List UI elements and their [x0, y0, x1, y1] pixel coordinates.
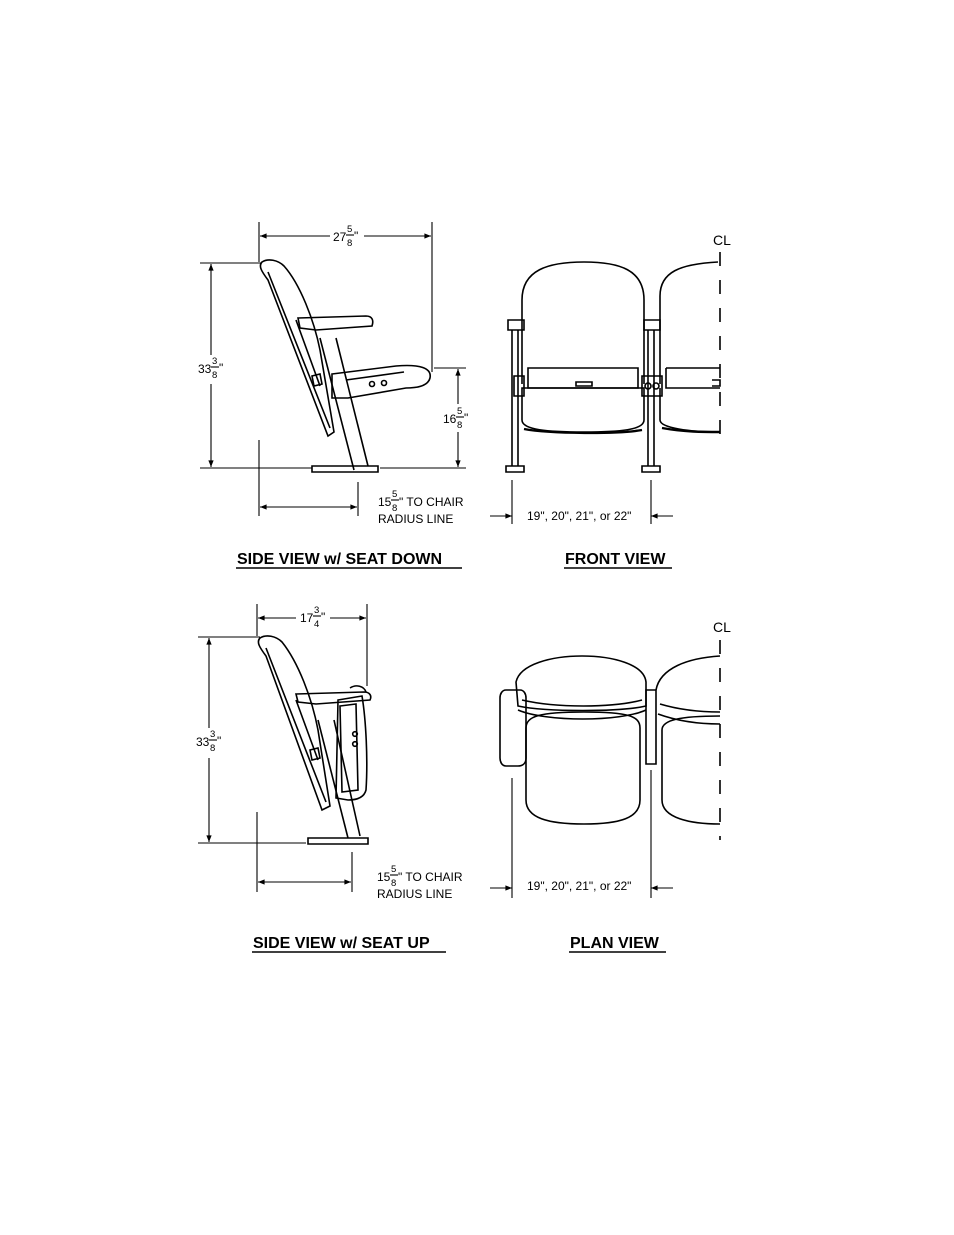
radius-label-line1: " TO CHAIR	[398, 870, 463, 884]
svg-text:": "	[217, 734, 222, 748]
side-view-seat-down	[198, 222, 468, 568]
view-title: FRONT VIEW	[565, 551, 666, 568]
svg-text:": "	[219, 361, 224, 375]
height-denominator: 8	[210, 743, 216, 754]
depth-denominator: 8	[347, 238, 353, 249]
radius-denominator: 8	[392, 503, 398, 514]
height-whole: 33	[196, 735, 210, 749]
chair-plan-drawing	[500, 656, 720, 824]
radius-label-line2: RADIUS LINE	[378, 512, 454, 526]
seat-height-whole: 16	[443, 412, 457, 426]
width-label: 19", 20", 21", or 22"	[527, 509, 632, 523]
height-numerator: 3	[212, 356, 218, 367]
radius-label-line1: " TO CHAIR	[399, 495, 464, 509]
depth-denominator: 4	[314, 619, 320, 630]
width-label: 19", 20", 21", or 22"	[527, 879, 632, 893]
chair-front-drawing	[506, 262, 720, 472]
radius-denominator: 8	[391, 878, 397, 889]
svg-text:": "	[321, 610, 326, 624]
centerline-symbol: CL	[713, 232, 731, 248]
radius-whole: 15	[378, 495, 392, 509]
seat-height-denominator: 8	[457, 420, 463, 431]
height-numerator: 3	[210, 729, 216, 740]
radius-numerator: 5	[392, 489, 398, 500]
radius-whole: 15	[377, 870, 391, 884]
chair-side-seat-up-drawing	[258, 636, 370, 844]
view-title: SIDE VIEW w/ SEAT DOWN	[237, 551, 443, 568]
view-title: SIDE VIEW w/ SEAT UP	[253, 935, 430, 952]
height-denominator: 8	[212, 370, 218, 381]
view-title: PLAN VIEW	[570, 935, 659, 952]
depth-numerator: 3	[314, 605, 320, 616]
depth-whole: 27	[333, 230, 347, 244]
radius-label-line2: RADIUS LINE	[377, 887, 453, 901]
seat-height-numerator: 5	[457, 406, 463, 417]
svg-text:": "	[354, 229, 359, 243]
side-view-seat-up	[196, 604, 463, 952]
radius-numerator: 5	[391, 864, 397, 875]
depth-numerator: 5	[347, 224, 353, 235]
centerline-symbol: CL	[713, 619, 731, 635]
chair-side-seat-down-drawing	[260, 260, 430, 472]
plan-view	[490, 619, 731, 952]
height-whole: 33	[198, 362, 212, 376]
svg-text:": "	[464, 411, 469, 425]
front-view	[490, 232, 731, 568]
depth-whole: 17	[300, 611, 314, 625]
